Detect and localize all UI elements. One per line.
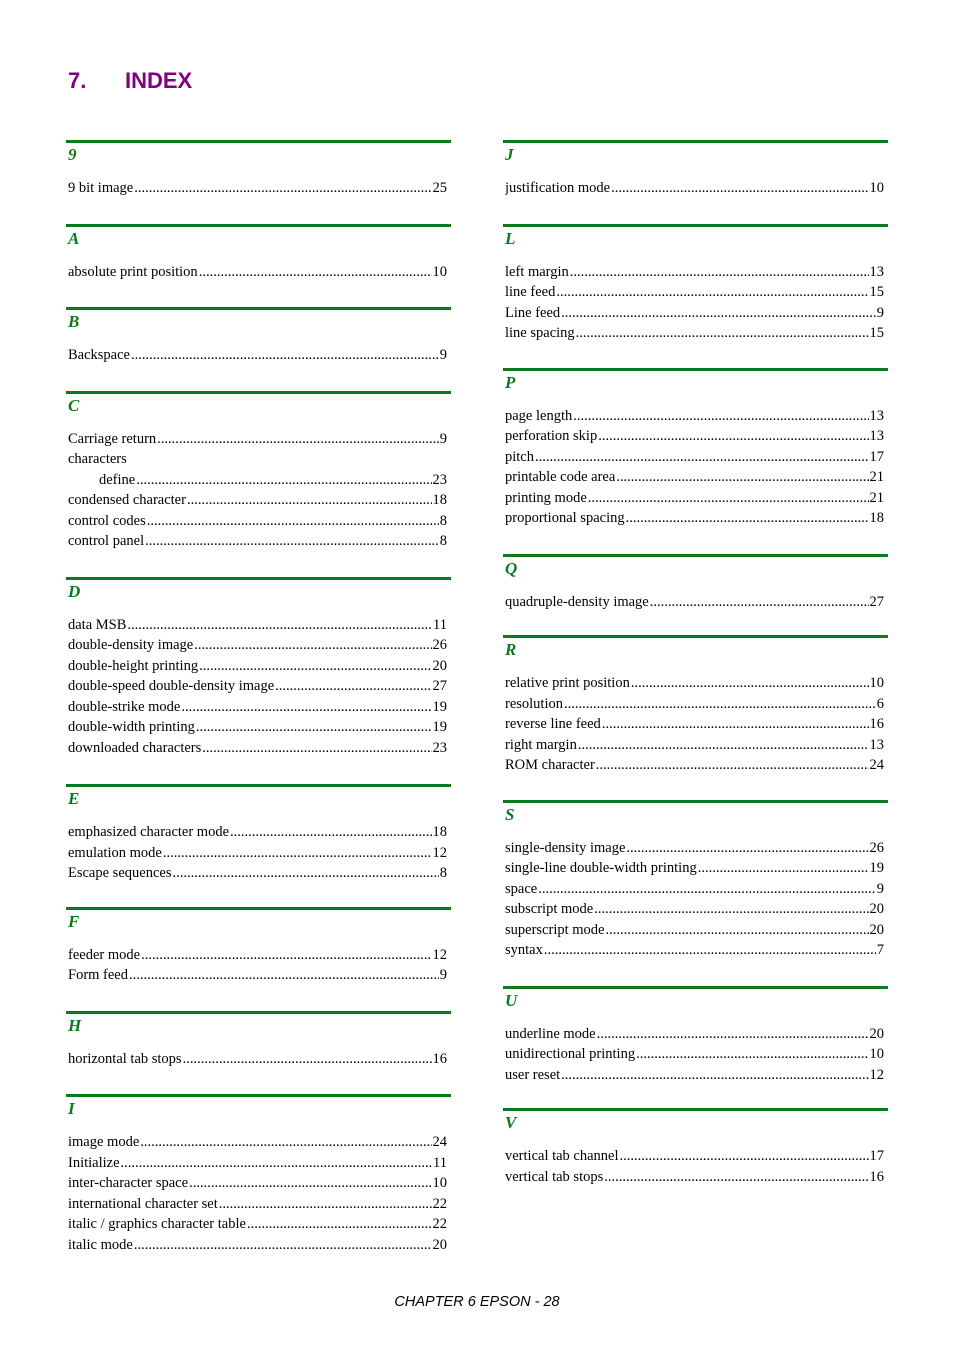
index-section <box>66 577 451 759</box>
entry-term: Escape sequences <box>68 865 172 881</box>
entry-term: data MSB <box>68 616 127 633</box>
index-entry <box>68 1235 447 1256</box>
dot-leader <box>189 1173 431 1194</box>
section-letter: A <box>68 228 80 248</box>
entry-term: pitch <box>505 448 534 465</box>
index-entry <box>68 531 447 552</box>
entry-term: relative print position <box>505 675 630 691</box>
entry-term: single-line double-width printing <box>505 860 697 876</box>
index-section <box>66 391 451 552</box>
entry-page: 8 <box>439 865 447 881</box>
index-entry <box>68 1132 447 1153</box>
entry-term: define <box>99 471 136 488</box>
entry-term: line spacing <box>505 325 575 341</box>
index-entry <box>505 303 884 324</box>
entry-page: 20 <box>869 1025 884 1042</box>
index-section <box>503 140 888 199</box>
index-section <box>66 140 451 199</box>
index-section <box>503 554 888 613</box>
section-letter: V <box>505 1113 517 1132</box>
entry-page: 20 <box>432 657 447 674</box>
entry-term: condensed character <box>68 492 186 508</box>
entry-term: double-density image <box>68 637 194 653</box>
index-section <box>66 907 451 986</box>
dot-leader <box>187 490 432 511</box>
entry-term: subscript mode <box>505 901 594 917</box>
index-entry <box>505 858 884 879</box>
entry-term: feeder mode <box>68 946 141 963</box>
entry-page: 7 <box>876 942 884 958</box>
entry-term: control panel <box>68 533 145 549</box>
entry-page: 23 <box>432 471 447 488</box>
dot-leader <box>597 1024 869 1045</box>
section-letter: F <box>68 911 80 931</box>
index-entry <box>505 282 884 303</box>
index-entry <box>505 735 884 756</box>
entry-term: underline mode <box>505 1025 596 1042</box>
entry-term: superscript mode <box>505 921 605 938</box>
index-entry <box>68 1049 447 1070</box>
dot-leader <box>561 1065 868 1086</box>
dot-leader <box>596 755 869 776</box>
section-letter: I <box>68 1099 75 1118</box>
entry-page: 10 <box>869 180 884 196</box>
index-entry <box>68 635 447 656</box>
entry-page: 10 <box>432 1175 447 1191</box>
dot-leader <box>140 1132 431 1153</box>
dot-leader <box>230 822 431 843</box>
index-entry <box>505 673 884 694</box>
page-title: INDEX <box>125 68 193 93</box>
index-entry <box>505 755 884 776</box>
entry-term: perforation skip <box>505 428 598 444</box>
index-entry <box>68 1194 447 1215</box>
dot-leader <box>611 178 868 199</box>
dot-leader <box>136 470 431 491</box>
index-entry <box>68 1173 447 1194</box>
entry-page: 12 <box>869 1066 884 1083</box>
entry-page: 27 <box>432 678 447 694</box>
entry-term: control codes <box>68 512 146 529</box>
dot-leader <box>598 426 868 447</box>
section-letter: L <box>505 228 516 248</box>
entry-page: 15 <box>869 284 884 300</box>
index-entry <box>68 965 447 986</box>
index-entry <box>505 178 884 199</box>
section-letter: J <box>505 145 514 164</box>
index-entry <box>68 1214 447 1235</box>
dot-leader <box>570 262 869 283</box>
entry-term: quadruple-density image <box>505 593 649 610</box>
entry-page: 12 <box>432 844 447 861</box>
dot-leader <box>202 738 431 759</box>
dot-leader <box>544 940 876 961</box>
dot-leader <box>561 303 876 324</box>
dot-leader <box>172 863 438 884</box>
index-entry <box>68 863 447 884</box>
index-entry <box>68 449 447 470</box>
entry-page: 11 <box>433 1154 447 1171</box>
page-footer: CHAPTER 6 EPSON - 28 <box>394 1294 560 1310</box>
entry-term: inter-character space <box>68 1175 189 1191</box>
section-letter: E <box>68 789 80 808</box>
section-letter: H <box>68 1015 82 1035</box>
entry-page: 11 <box>433 616 447 633</box>
section-letter: D <box>68 581 81 601</box>
entry-term: line feed <box>505 284 556 300</box>
dot-leader <box>626 838 868 859</box>
dot-leader <box>605 920 868 941</box>
entry-term: left margin <box>505 263 569 280</box>
entry-term: double-width printing <box>68 719 195 735</box>
entry-page: 9 <box>876 304 884 321</box>
entry-page: 13 <box>869 736 884 753</box>
entry-page: 18 <box>432 492 447 508</box>
entry-page: 27 <box>869 593 884 610</box>
section-letter: P <box>505 372 516 392</box>
dot-leader <box>163 843 432 864</box>
entry-page: 6 <box>876 695 884 712</box>
dot-leader <box>588 488 869 509</box>
index-entry <box>68 717 447 738</box>
entry-term: ROM character <box>505 757 595 773</box>
entry-term: vertical tab stops <box>505 1168 604 1185</box>
entry-page: 17 <box>869 448 884 465</box>
entry-term: unidirectional printing <box>505 1046 636 1062</box>
entry-term: italic mode <box>68 1236 133 1253</box>
dot-leader <box>616 467 868 488</box>
entry-term: image mode <box>68 1134 140 1150</box>
dot-leader <box>564 694 876 715</box>
dot-leader <box>631 673 869 694</box>
index-entry <box>68 656 447 677</box>
dot-leader <box>129 965 439 986</box>
dot-leader <box>141 945 431 966</box>
entry-page: 13 <box>869 263 884 280</box>
entry-page: 8 <box>439 512 447 529</box>
section-letter: U <box>505 990 518 1010</box>
dot-leader <box>131 345 439 366</box>
dot-leader <box>602 714 869 735</box>
entry-term: emulation mode <box>68 844 162 861</box>
dot-leader <box>576 323 869 344</box>
entry-page: 10 <box>869 1046 884 1062</box>
entry-page: 23 <box>432 739 447 756</box>
index-entry <box>505 262 884 283</box>
index-entry <box>68 178 447 199</box>
entry-term: double-height printing <box>68 657 199 674</box>
entry-term: page length <box>505 407 573 424</box>
entry-page: 16 <box>869 1168 884 1185</box>
index-section <box>503 1108 888 1187</box>
entry-page: 9 <box>439 347 447 363</box>
dot-leader <box>698 858 869 879</box>
entry-page: 18 <box>869 510 884 526</box>
entry-term: horizontal tab stops <box>68 1050 182 1067</box>
section-letter: C <box>68 395 80 415</box>
dot-leader <box>275 676 431 697</box>
entry-page: 13 <box>869 407 884 424</box>
entry-page: 21 <box>869 469 884 485</box>
chapter-number: 7. <box>68 68 87 93</box>
index-section <box>66 784 451 884</box>
entry-page: 19 <box>869 860 884 876</box>
entry-page: 16 <box>432 1050 447 1067</box>
entry-page: 10 <box>432 263 447 280</box>
index-entry <box>68 511 447 532</box>
dot-leader <box>247 1214 432 1235</box>
index-entry <box>68 843 447 864</box>
dot-leader <box>620 1146 869 1167</box>
index-entry <box>68 676 447 697</box>
dot-leader <box>134 178 431 199</box>
index-entry <box>505 592 884 613</box>
index-entry <box>505 1044 884 1065</box>
index-entry <box>505 323 884 344</box>
index-entry <box>505 838 884 859</box>
index-entry <box>505 899 884 920</box>
entry-term: printable code area <box>505 469 616 485</box>
entry-page: 19 <box>432 698 447 715</box>
index-entry <box>68 262 447 283</box>
dot-leader <box>127 615 432 636</box>
entry-term: characters <box>68 451 127 467</box>
entry-page: 22 <box>432 1195 447 1212</box>
entry-page: 20 <box>869 901 884 917</box>
entry-page: 22 <box>432 1216 447 1232</box>
dot-leader <box>181 697 431 718</box>
index-section <box>66 307 451 366</box>
entry-term: single-density image <box>505 839 626 856</box>
index-entry <box>68 945 447 966</box>
entry-term: right margin <box>505 736 577 753</box>
index-entry <box>505 920 884 941</box>
index-section <box>503 635 888 776</box>
index-entry <box>505 1167 884 1188</box>
entry-page: 21 <box>869 489 884 506</box>
entry-term: international character set <box>68 1195 218 1212</box>
entry-page: 10 <box>869 675 884 691</box>
entry-term: Line feed <box>505 304 561 321</box>
entry-page: 9 <box>876 880 884 897</box>
index-entry <box>68 429 447 450</box>
entry-term: user reset <box>505 1066 561 1083</box>
entry-page: 25 <box>432 180 447 196</box>
index-entry <box>505 406 884 427</box>
index-entry <box>68 345 447 366</box>
index-section <box>66 224 451 283</box>
entry-page: 8 <box>439 533 447 549</box>
entry-term: double-strike mode <box>68 698 181 715</box>
dot-leader <box>578 735 869 756</box>
entry-page: 9 <box>439 430 447 447</box>
index-entry <box>505 940 884 961</box>
page-heading <box>68 68 192 94</box>
index-entry <box>505 508 884 529</box>
dot-leader <box>194 635 431 656</box>
dot-leader <box>604 1167 868 1188</box>
dot-leader <box>538 879 876 900</box>
index-entry <box>68 490 447 511</box>
entry-page: 24 <box>869 757 884 773</box>
dot-leader <box>535 447 869 468</box>
index-entry <box>505 879 884 900</box>
entry-term: italic / graphics character table <box>68 1216 246 1232</box>
index-section <box>503 224 888 344</box>
entry-term: double-speed double-density image <box>68 678 275 694</box>
index-entry <box>505 488 884 509</box>
entry-term: Backspace <box>68 347 130 363</box>
entry-page: 13 <box>869 428 884 444</box>
entry-term: proportional spacing <box>505 510 625 526</box>
entry-page: 20 <box>869 921 884 938</box>
index-entry <box>68 697 447 718</box>
dot-leader <box>121 1153 433 1174</box>
dot-leader <box>219 1194 432 1215</box>
index-entry <box>505 694 884 715</box>
dot-leader <box>594 899 868 920</box>
dot-leader <box>183 1049 432 1070</box>
index-section <box>503 368 888 529</box>
entry-page: 19 <box>432 719 447 735</box>
entry-term: Form feed <box>68 967 128 983</box>
index-entry <box>505 714 884 735</box>
entry-term: absolute print position <box>68 263 198 280</box>
index-entry <box>505 467 884 488</box>
index-entry <box>68 615 447 636</box>
entry-page: 24 <box>432 1134 447 1150</box>
dot-leader <box>650 592 869 613</box>
dot-leader <box>147 511 439 532</box>
index-entry <box>505 1146 884 1167</box>
index-section <box>503 986 888 1086</box>
entry-term: printing mode <box>505 489 587 506</box>
dot-leader <box>556 282 868 303</box>
entry-term: vertical tab channel <box>505 1148 619 1164</box>
entry-term: justification mode <box>505 180 611 196</box>
index-column-left <box>66 140 451 1255</box>
dot-leader <box>145 531 439 552</box>
entry-term: reverse line feed <box>505 716 601 732</box>
index-entry <box>505 1024 884 1045</box>
dot-leader <box>199 262 432 283</box>
dot-leader <box>134 1235 432 1256</box>
entry-page: 17 <box>869 1148 884 1164</box>
section-letter: B <box>68 312 80 331</box>
index-column-right <box>503 140 888 1187</box>
entry-term: resolution <box>505 695 563 712</box>
entry-term: Initialize <box>68 1154 120 1171</box>
entry-page: 18 <box>432 824 447 840</box>
entry-term: syntax <box>505 942 543 958</box>
dot-leader <box>636 1044 868 1065</box>
section-letter: 9 <box>68 145 77 164</box>
section-letter: S <box>505 804 515 824</box>
dot-leader <box>626 508 869 529</box>
entry-page: 9 <box>439 967 447 983</box>
dot-leader <box>157 429 439 450</box>
entry-page: 20 <box>432 1236 447 1253</box>
entry-page: 26 <box>869 839 884 856</box>
index-section <box>66 1094 451 1255</box>
entry-page: 15 <box>869 325 884 341</box>
entry-term: emphasized character mode <box>68 824 230 840</box>
index-entry <box>505 447 884 468</box>
section-letter: Q <box>505 558 518 578</box>
index-entry <box>68 1153 447 1174</box>
entry-term: downloaded characters <box>68 739 202 756</box>
entry-term: Carriage return <box>68 430 157 447</box>
entry-term: 9 bit image <box>68 180 134 196</box>
index-section <box>503 800 888 961</box>
entry-page: 16 <box>869 716 884 732</box>
index-entry <box>68 822 447 843</box>
dot-leader <box>196 717 432 738</box>
index-entry <box>505 1065 884 1086</box>
section-letter: R <box>505 640 517 659</box>
entry-page: 12 <box>432 946 447 963</box>
entry-page: 26 <box>432 637 447 653</box>
index-section <box>66 1011 451 1070</box>
index-entry <box>68 738 447 759</box>
index-entry <box>505 426 884 447</box>
dot-leader <box>199 656 431 677</box>
dot-leader <box>573 406 868 427</box>
entry-term: space <box>505 880 538 897</box>
index-entry <box>68 470 447 491</box>
